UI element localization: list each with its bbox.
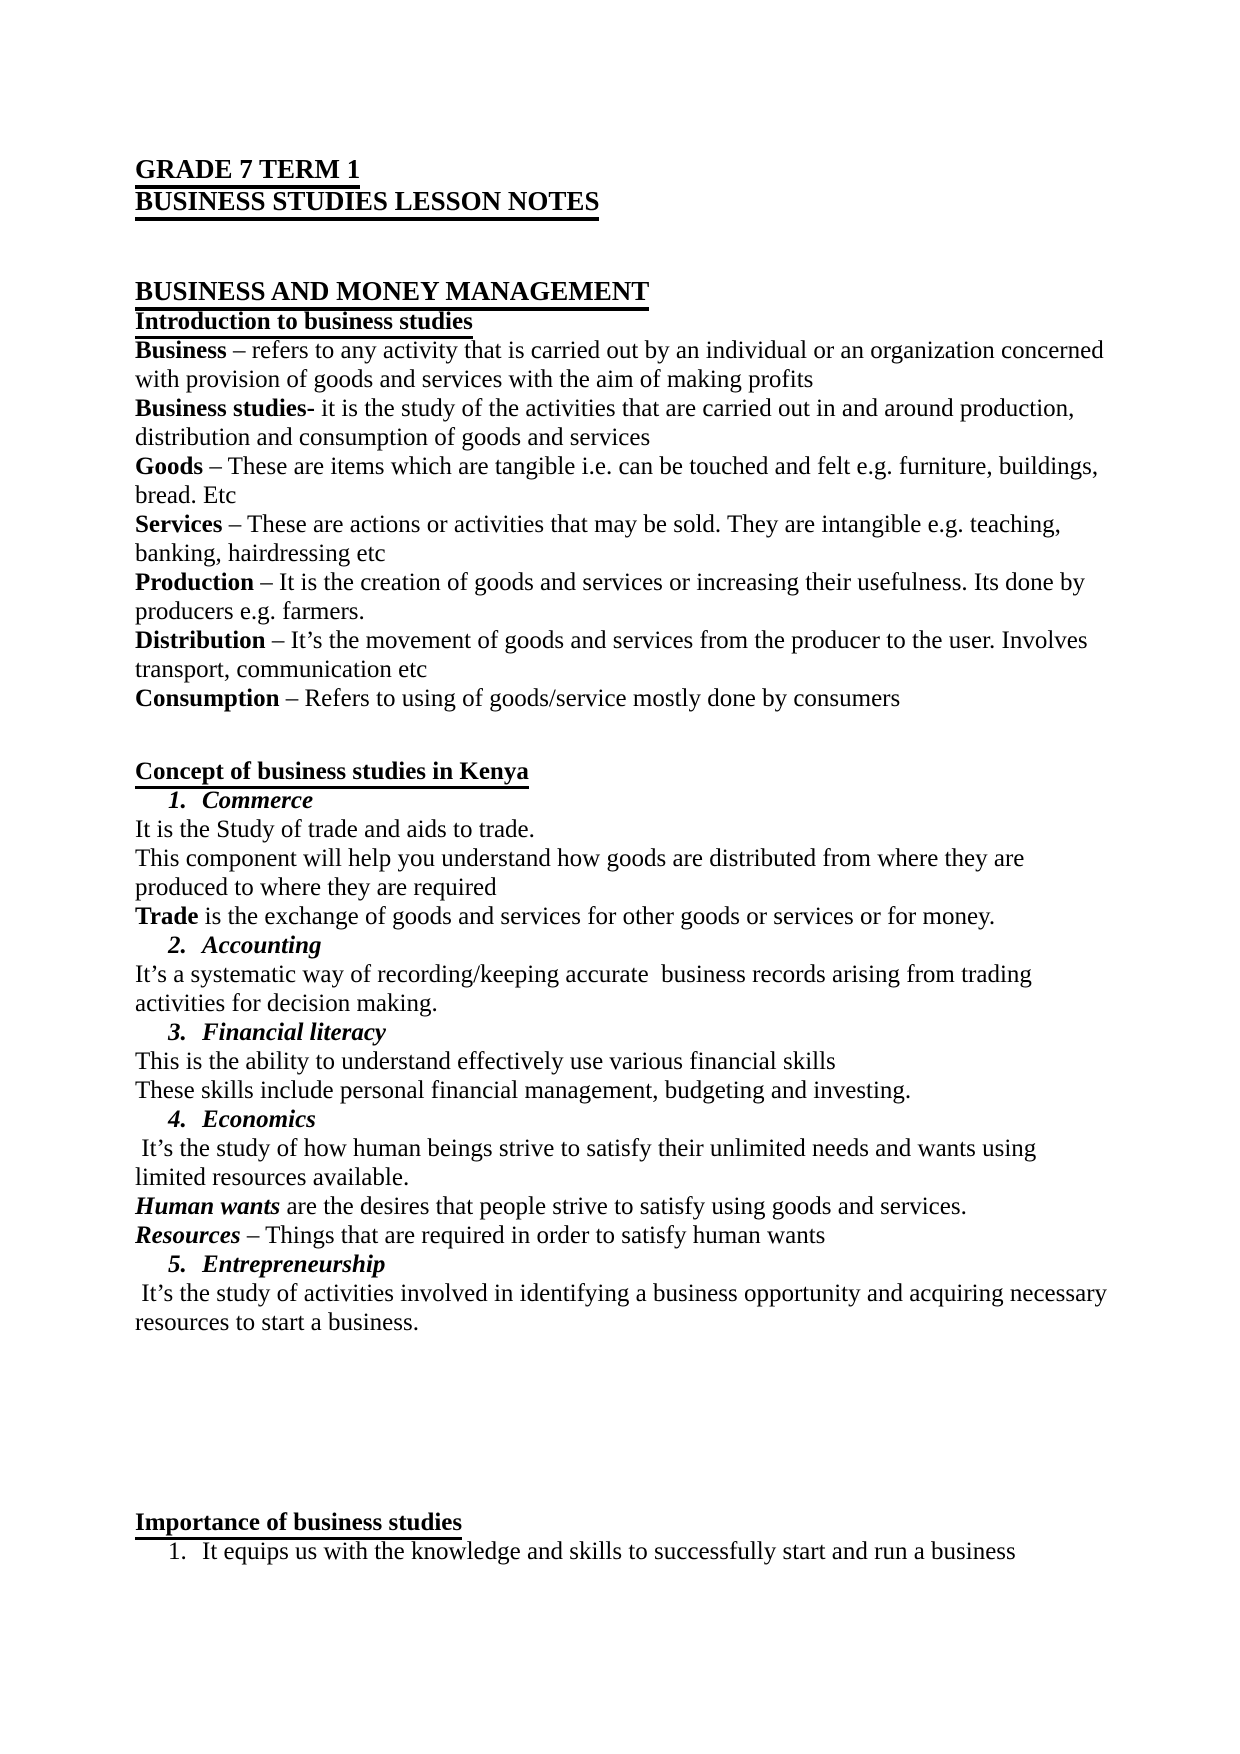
spacer-before-importance — [135, 1337, 1108, 1508]
concept-item-economics — [135, 1105, 1108, 1134]
heading-text: BUSINESS STUDIES LESSON NOTES — [135, 186, 599, 221]
importance-item-1 — [135, 1537, 1108, 1566]
text-segment: It is the Study of trade and aids to trade. — [135, 816, 535, 843]
list-item-text: Entrepreneurship — [202, 1251, 386, 1278]
definition-goods — [135, 452, 1108, 510]
text-segment: – These are items which are tangible i.e. can be touched and felt e.g. furniture, buildings, bread. Etc — [135, 453, 1105, 509]
text-segment: It’s the study of how human beings strive to satisfy their unlimited needs and wants using limited resources available. — [135, 1135, 1043, 1191]
text-segment: Services — [135, 511, 223, 538]
text-segment: It’s a systematic way of recording/keeping accurate business records arising from trading activities for decision making. — [135, 961, 1039, 1017]
heading-concept-of-business-studies — [135, 757, 1108, 786]
text-segment: – Things that are required in order to satisfy human wants — [240, 1222, 826, 1249]
text-segment: it is the study of the activities that are carried out in and around production, distribution and consumption of goods and services — [135, 395, 1081, 451]
heading-text: GRADE 7 TERM 1 — [135, 154, 360, 189]
text-segment: – It’s the movement of goods and services from the producer to the user. Involves transport, communication etc — [135, 627, 1094, 683]
definition-resources — [135, 1221, 1108, 1250]
text-segment: are the desires that people strive to satisfy using goods and services. — [280, 1193, 967, 1220]
heading-text: Introduction to business studies — [135, 308, 473, 339]
text-segment: This component will help you understand how goods are distributed from where they are produced to where they are required — [135, 845, 1031, 901]
text-segment: – It is the creation of goods and services or increasing their usefulness. Its done by producers e.g. farmers. — [135, 569, 1092, 625]
commerce-definition — [135, 815, 1108, 844]
list-number: 2. — [168, 932, 187, 959]
list-number: 1. — [168, 787, 187, 814]
entrepreneurship-definition — [135, 1279, 1114, 1337]
text-segment: It’s the study of activities involved in identifying a business opportunity and acquiring necessary resources to start a business. — [135, 1280, 1114, 1336]
definition-services — [135, 510, 1108, 568]
title-subject — [135, 185, 1108, 217]
list-number: 5. — [168, 1251, 187, 1278]
text-segment: is the exchange of goods and services for other goods or services or for money. — [198, 903, 996, 930]
list-item-text: Economics — [202, 1106, 316, 1133]
heading-introduction-to-business-studies — [135, 307, 1108, 336]
definition-business — [135, 336, 1108, 394]
list-item-text: Accounting — [202, 932, 322, 959]
text-segment: Distribution — [135, 627, 266, 654]
text-segment: Consumption — [135, 685, 280, 712]
list-number: 3. — [168, 1019, 187, 1046]
text-segment: Business — [135, 337, 227, 364]
section-heading-business-and-money-management — [135, 275, 1108, 307]
concept-item-accounting — [135, 931, 1108, 960]
list-item-text: It equips us with the knowledge and skills to successfully start and run a business — [202, 1538, 1016, 1565]
definition-trade — [135, 902, 1108, 931]
list-item-text: Financial literacy — [202, 1019, 387, 1046]
list-number: 4. — [168, 1106, 187, 1133]
definition-human-wants — [135, 1192, 1108, 1221]
text-segment: This is the ability to understand effectively use various financial skills — [135, 1048, 836, 1075]
definition-production — [135, 568, 1108, 626]
document-body — [135, 153, 1114, 1566]
economics-definition — [135, 1134, 1108, 1192]
text-segment: – These are actions or activities that may be sold. They are intangible e.g. teaching, banking, hairdressing etc — [135, 511, 1068, 567]
accounting-definition — [135, 960, 1108, 1018]
list-number: 1. — [168, 1538, 187, 1565]
spacer-before-concept — [135, 713, 1108, 757]
financial-literacy-definition — [135, 1047, 1108, 1076]
heading-text: BUSINESS AND MONEY MANAGEMENT — [135, 276, 649, 311]
text-segment: Production — [135, 569, 254, 596]
spacer-after-title — [135, 217, 1108, 275]
concept-item-financial-literacy — [135, 1018, 1108, 1047]
definition-business-studies — [135, 394, 1108, 452]
definition-distribution — [135, 626, 1108, 684]
title-grade-term — [135, 153, 1108, 185]
text-segment: Resources — [135, 1222, 241, 1249]
text-segment: – refers to any activity that is carried out by an individual or an organization concerned with provision of goods and services with the aim of making profits — [135, 337, 1110, 393]
heading-text: Importance of business studies — [135, 1509, 462, 1540]
heading-text: Concept of business studies in Kenya — [135, 758, 529, 789]
financial-literacy-skills — [135, 1076, 1108, 1105]
text-segment: Human wants — [135, 1193, 281, 1220]
commerce-description — [135, 844, 1108, 902]
text-segment: Business studies- — [135, 395, 315, 422]
list-item-text: Commerce — [202, 787, 314, 814]
definition-consumption — [135, 684, 1108, 713]
text-segment: – Refers to using of goods/service mostly done by consumers — [279, 685, 901, 712]
text-segment: Goods — [135, 453, 204, 480]
text-segment: Trade — [135, 903, 199, 930]
concept-item-entrepreneurship — [135, 1250, 1108, 1279]
concept-item-commerce — [135, 786, 1108, 815]
text-segment: These skills include personal financial management, budgeting and investing. — [135, 1077, 912, 1104]
heading-importance-of-business-studies — [135, 1508, 1108, 1537]
